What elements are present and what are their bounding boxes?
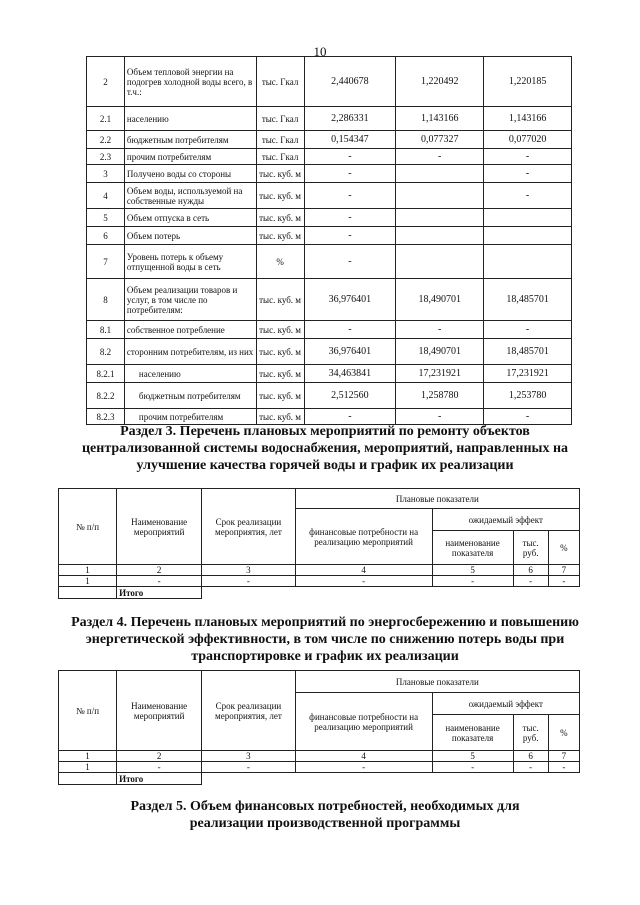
index-cell: 4	[295, 751, 432, 762]
index-cell: 5	[432, 565, 513, 576]
cell-num: 8.2.3	[87, 409, 125, 425]
cell-v2	[396, 165, 484, 183]
table-row	[87, 149, 572, 165]
cell-name: сторонним потребителям, из них	[124, 339, 256, 365]
table-row	[87, 131, 572, 149]
cell-name: бюджетным потребителям	[124, 131, 256, 149]
col-ind: наименование показателя	[432, 715, 513, 751]
cell-v3: 1,143166	[484, 107, 572, 131]
cell-v1: -	[304, 183, 396, 209]
cell-v3: -	[484, 149, 572, 165]
cell-num: 5	[87, 209, 125, 227]
cell-unit: тыс. куб. м	[256, 339, 304, 365]
cell-v2: 0,077327	[396, 131, 484, 149]
col-plan: Плановые показатели	[295, 671, 579, 693]
total-label: Итого	[117, 773, 202, 785]
cell-unit: тыс. куб. м	[256, 209, 304, 227]
cell-v1: -	[304, 409, 396, 425]
cell-v2	[396, 245, 484, 279]
table-row	[87, 57, 572, 107]
cell-v1: 0,154347	[304, 131, 396, 149]
cell-v1: -	[304, 149, 396, 165]
table-row	[87, 245, 572, 279]
cell-v3	[484, 209, 572, 227]
cell-v2: 17,231921	[396, 365, 484, 383]
table-row	[87, 165, 572, 183]
data-cell: -	[432, 576, 513, 587]
col-ind: наименование показателя	[432, 531, 513, 565]
data-cell: -	[202, 576, 295, 587]
cell-v3: 18,485701	[484, 279, 572, 321]
index-cell: 4	[295, 565, 432, 576]
cell-v1: 2,440678	[304, 57, 396, 107]
data-cell: -	[202, 762, 295, 773]
col-fin: финансовые потребности на реализацию мероприятий	[295, 509, 432, 565]
cell-v3: -	[484, 321, 572, 339]
cell-unit: тыс. Гкал	[256, 149, 304, 165]
cell-v3	[484, 245, 572, 279]
col-num: № п/п	[59, 671, 117, 751]
cell-num: 7	[87, 245, 125, 279]
data-cell: -	[513, 576, 548, 587]
col-pct: %	[548, 715, 579, 751]
cell-unit: тыс. куб. м	[256, 365, 304, 383]
table-row	[87, 365, 572, 383]
cell-unit: тыс. куб. м	[256, 165, 304, 183]
col-pct: %	[548, 531, 579, 565]
cell-v2: 1,258780	[396, 383, 484, 409]
empty-cell	[59, 773, 117, 785]
data-cell: 1	[59, 762, 117, 773]
cell-v1: 34,463841	[304, 365, 396, 383]
table-row	[87, 321, 572, 339]
col-name: Наименование мероприятий	[117, 489, 202, 565]
cell-v2: 18,490701	[396, 279, 484, 321]
cell-name: Объем реализации товаров и услуг, в том числе по потребителям:	[124, 279, 256, 321]
index-cell: 6	[513, 751, 548, 762]
index-cell: 2	[117, 751, 202, 762]
cell-v2: 18,490701	[396, 339, 484, 365]
cell-name: прочим потребителям	[124, 409, 256, 425]
data-cell: -	[548, 576, 579, 587]
table-row	[87, 183, 572, 209]
col-fin: финансовые потребности на реализацию мероприятий	[295, 693, 432, 751]
col-term: Срок реализации мероприятия, лет	[202, 671, 295, 751]
cell-v1: 36,976401	[304, 279, 396, 321]
cell-unit: тыс. куб. м	[256, 409, 304, 425]
data-cell: -	[513, 762, 548, 773]
col-effect: ожидаемый эффект	[432, 693, 579, 715]
total-label: Итого	[117, 587, 202, 599]
cell-name: населению	[124, 107, 256, 131]
index-cell: 2	[117, 565, 202, 576]
cell-v1: -	[304, 165, 396, 183]
index-cell: 1	[59, 751, 117, 762]
cell-v3: -	[484, 165, 572, 183]
data-cell: -	[117, 762, 202, 773]
table-row	[87, 107, 572, 131]
col-effect: ожидаемый эффект	[432, 509, 579, 531]
data-cell: -	[117, 576, 202, 587]
cell-unit: тыс. Гкал	[256, 131, 304, 149]
col-name: Наименование мероприятий	[117, 671, 202, 751]
cell-v1: 2,512560	[304, 383, 396, 409]
cell-v2: 1,220492	[396, 57, 484, 107]
cell-unit: тыс. Гкал	[256, 57, 304, 107]
cell-num: 3	[87, 165, 125, 183]
cell-unit: тыс. куб. м	[256, 227, 304, 245]
cell-v3: -	[484, 183, 572, 209]
cell-unit: тыс. куб. м	[256, 383, 304, 409]
cell-name: Объем отпуска в сеть	[124, 209, 256, 227]
cell-v1: -	[304, 321, 396, 339]
cell-v1: 36,976401	[304, 339, 396, 365]
table-row	[87, 339, 572, 365]
cell-name: бюджетным потребителям	[124, 383, 256, 409]
cell-v3	[484, 227, 572, 245]
index-cell: 7	[548, 751, 579, 762]
cell-num: 6	[87, 227, 125, 245]
cell-num: 4	[87, 183, 125, 209]
table-row	[87, 209, 572, 227]
cell-num: 2	[87, 57, 125, 107]
cell-num: 8.2	[87, 339, 125, 365]
table-row	[87, 279, 572, 321]
cell-unit: %	[256, 245, 304, 279]
section3-title: Раздел 3. Перечень плановых мероприятий по ремонту объектов централизованной системы водоснабжения, мероприятий, направленных на улучшение качества горячей воды и график их реализации	[81, 424, 569, 473]
cell-name: Уровень потерь к объему отпущенной воды в сеть	[124, 245, 256, 279]
index-cell: 1	[59, 565, 117, 576]
cell-name: прочим потребителям	[124, 149, 256, 165]
section4-title: Раздел 4. Перечень плановых мероприятий по энергосбережению и повышению энергетической эффективности, в том числе по снижению потерь воды при транспортировке и график их реализации	[71, 615, 579, 664]
index-cell: 5	[432, 751, 513, 762]
table-row	[87, 383, 572, 409]
table-row	[87, 227, 572, 245]
cell-unit: тыс. куб. м	[256, 279, 304, 321]
cell-num: 8.1	[87, 321, 125, 339]
cell-num: 2.1	[87, 107, 125, 131]
cell-v2	[396, 209, 484, 227]
data-cell: -	[295, 576, 432, 587]
cell-v3: 1,253780	[484, 383, 572, 409]
cell-num: 8	[87, 279, 125, 321]
data-cell: 1	[59, 576, 117, 587]
cell-v3: 17,231921	[484, 365, 572, 383]
cell-v3: 18,485701	[484, 339, 572, 365]
production-volume-table	[86, 56, 572, 425]
cell-v1: -	[304, 227, 396, 245]
cell-v2	[396, 183, 484, 209]
col-num: № п/п	[59, 489, 117, 565]
data-cell: -	[432, 762, 513, 773]
cell-name: населению	[124, 365, 256, 383]
data-cell: -	[548, 762, 579, 773]
cell-num: 2.3	[87, 149, 125, 165]
index-cell: 7	[548, 565, 579, 576]
index-cell: 6	[513, 565, 548, 576]
cell-num: 8.2.1	[87, 365, 125, 383]
cell-num: 2.2	[87, 131, 125, 149]
cell-unit: тыс. куб. м	[256, 183, 304, 209]
cell-v3: -	[484, 409, 572, 425]
cell-name: Получено воды со стороны	[124, 165, 256, 183]
cell-name: Объем воды, используемой на собственные нужды	[124, 183, 256, 209]
empty-cell	[202, 773, 580, 785]
cell-name: Объем потерь	[124, 227, 256, 245]
cell-v3: 1,220185	[484, 57, 572, 107]
col-plan: Плановые показатели	[295, 489, 579, 509]
col-term: Срок реализации мероприятия, лет	[202, 489, 295, 565]
cell-v1: 2,286331	[304, 107, 396, 131]
cell-v2	[396, 227, 484, 245]
cell-name: собственное потребление	[124, 321, 256, 339]
data-cell: -	[295, 762, 432, 773]
cell-name: Объем тепловой энергии на подогрев холодной воды всего, в т.ч.:	[124, 57, 256, 107]
cell-unit: тыс. Гкал	[256, 107, 304, 131]
cell-num: 8.2.2	[87, 383, 125, 409]
cell-v1: -	[304, 209, 396, 227]
cell-v2: -	[396, 149, 484, 165]
empty-cell	[202, 587, 580, 599]
index-cell: 3	[202, 751, 295, 762]
cell-v1: -	[304, 245, 396, 279]
cell-v2: -	[396, 321, 484, 339]
empty-cell	[59, 587, 117, 599]
cell-v2: 1,143166	[396, 107, 484, 131]
section5-title: Раздел 5. Объем финансовых потребностей, необходимых для реализации производственной программы	[130, 799, 520, 831]
section4-plan-table	[58, 670, 580, 785]
page-number: 10	[313, 44, 327, 59]
index-cell: 3	[202, 565, 295, 576]
cell-v2: -	[396, 409, 484, 425]
section3-plan-table	[58, 488, 580, 599]
cell-unit: тыс. куб. м	[256, 321, 304, 339]
col-rub: тыс. руб.	[513, 715, 548, 751]
col-rub: тыс. руб.	[513, 531, 548, 565]
cell-v3: 0,077020	[484, 131, 572, 149]
